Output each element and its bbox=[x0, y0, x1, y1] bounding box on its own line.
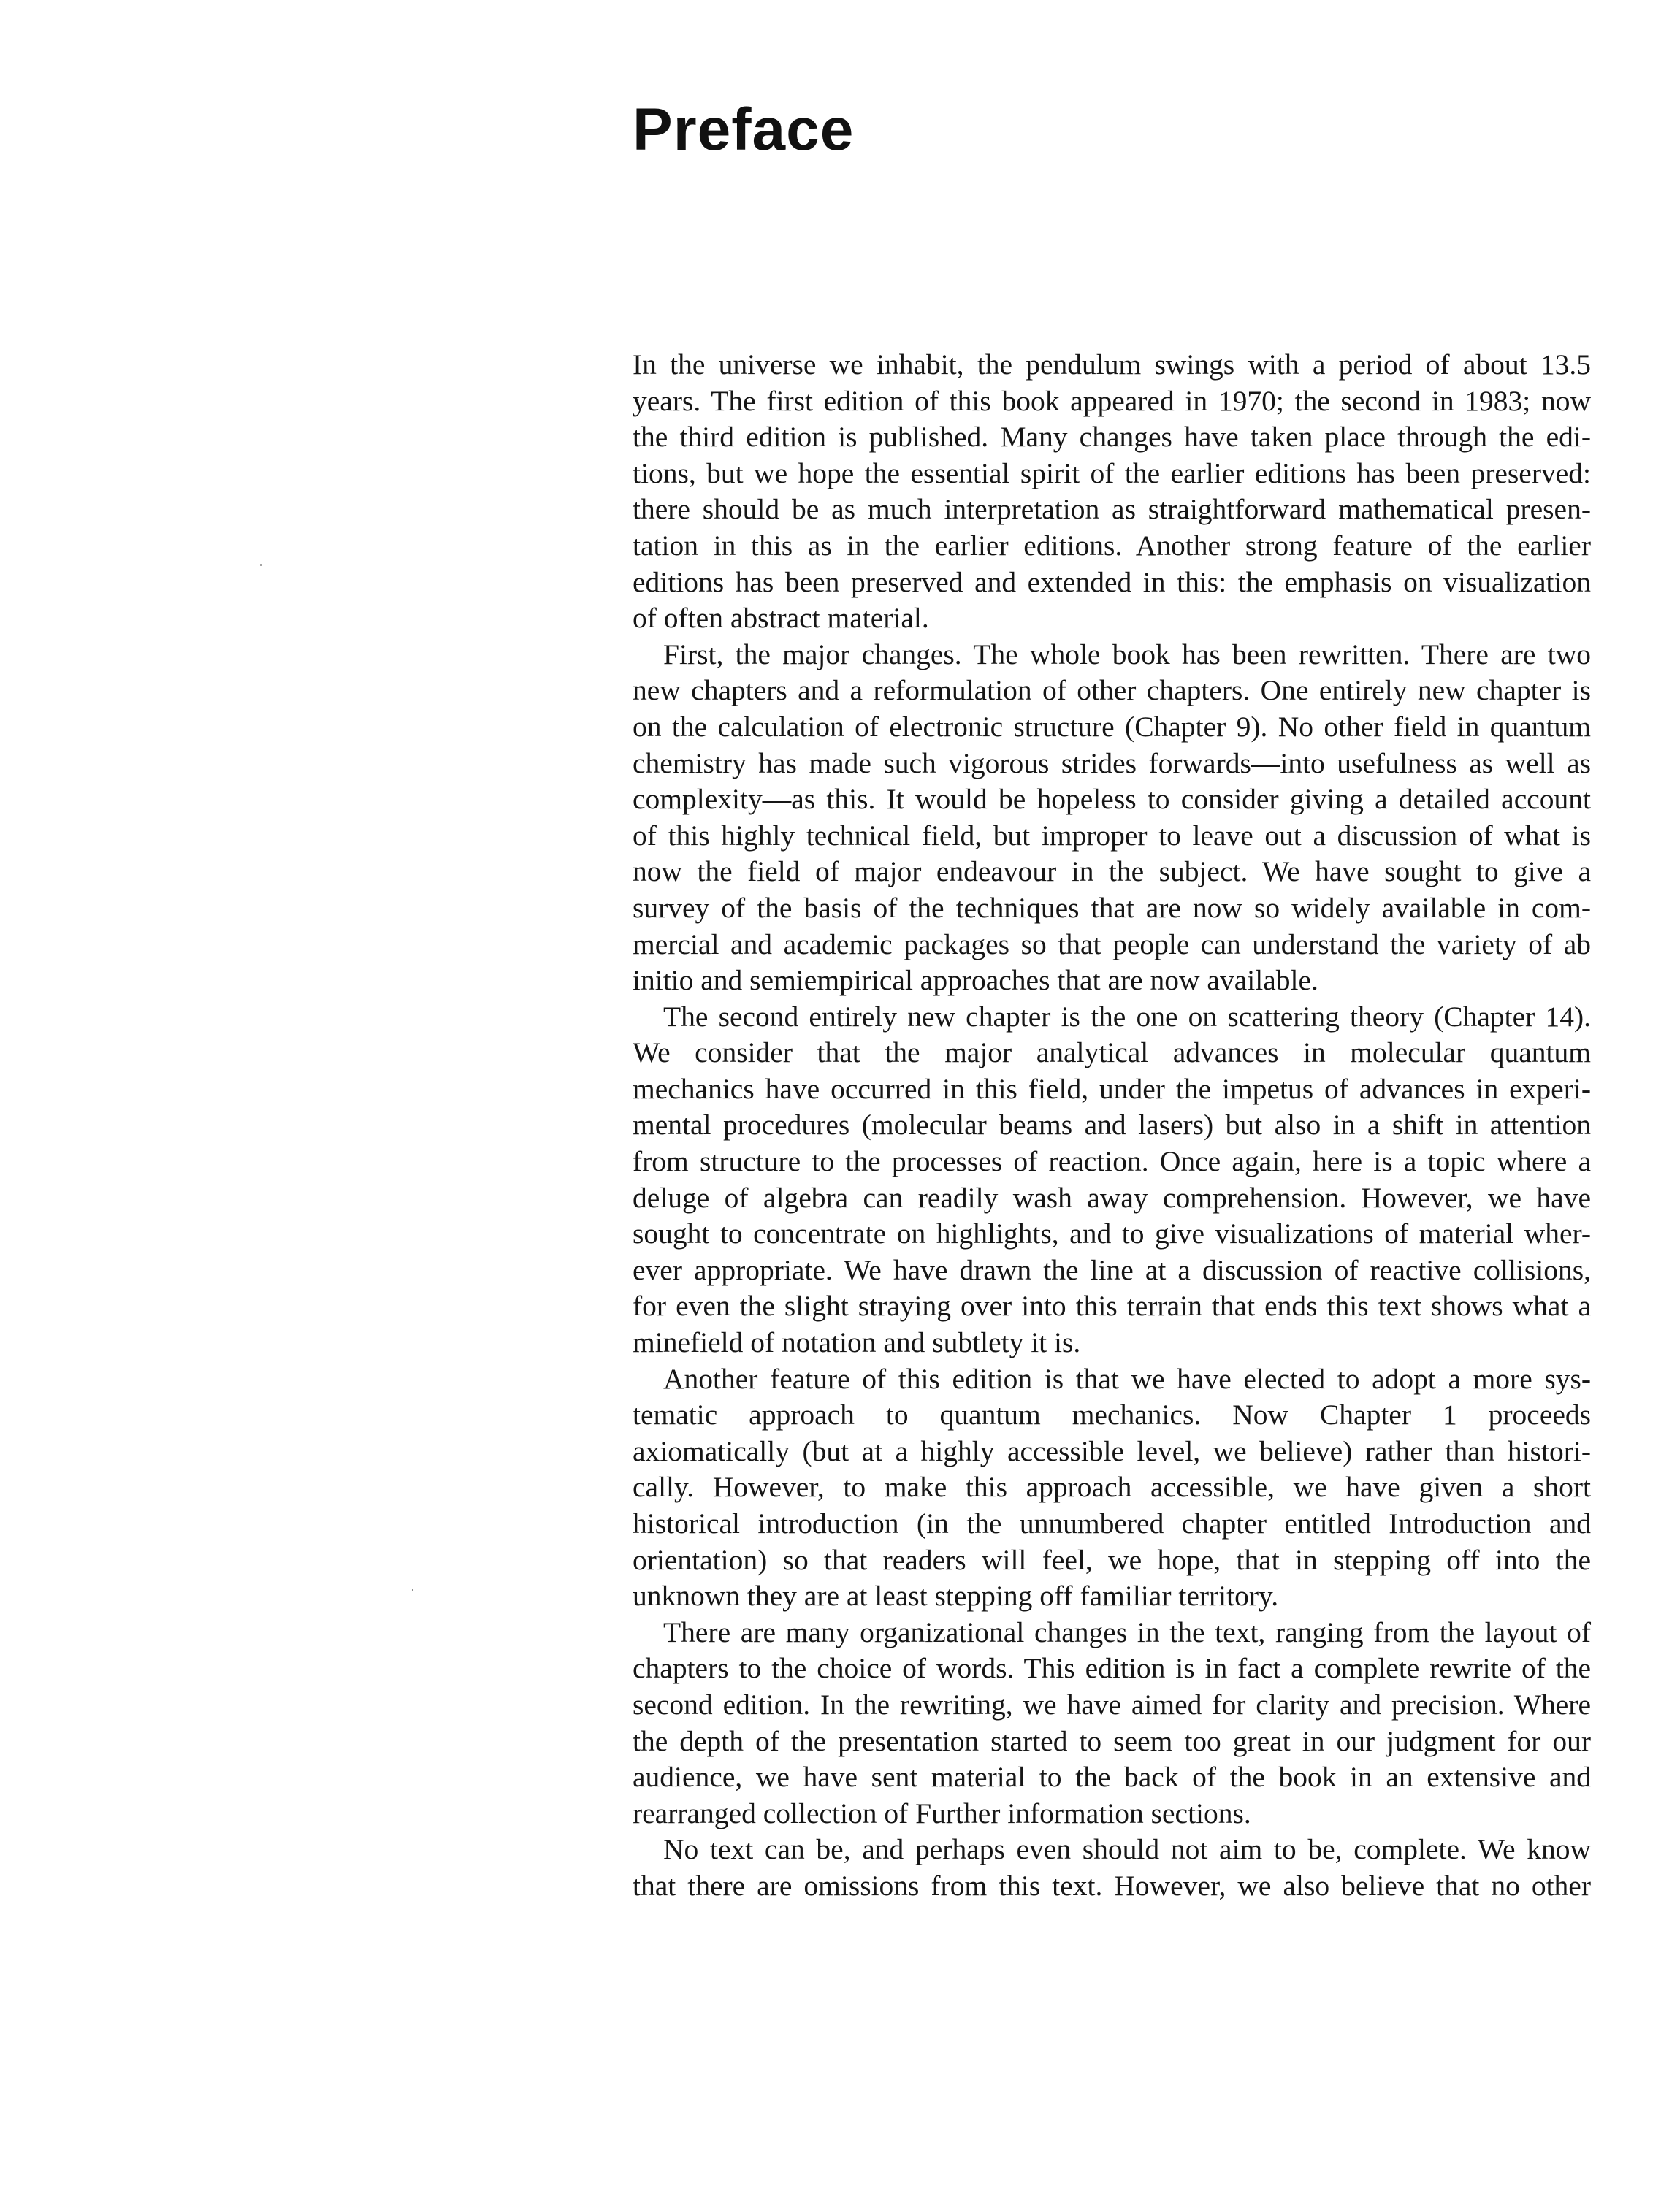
page-title: Preface bbox=[633, 96, 855, 163]
text-line: editions has been preserved and extended in this: the emphasis on visualization bbox=[633, 565, 1591, 598]
scan-speck bbox=[260, 564, 262, 566]
text-line: rearranged collection of Further information sections. bbox=[633, 1797, 1251, 1829]
text-line: ever appropriate. We have drawn the line at a discussion of reactive collisions, bbox=[633, 1253, 1591, 1286]
paragraph-3 bbox=[633, 999, 1591, 1361]
paragraph-5 bbox=[633, 1615, 1591, 1832]
text-line: The second entirely new chapter is the one on scattering theory (Chapter 14). bbox=[663, 1000, 1591, 1033]
scan-speck bbox=[412, 1589, 413, 1591]
text-line: new chapters and a reformulation of other chapters. One entirely new chapter is bbox=[633, 674, 1591, 707]
text-line: In the universe we inhabit, the pendulum swings with a period of about 13.5 bbox=[633, 348, 1591, 381]
text-line: the third edition is published. Many changes have taken place through the edi- bbox=[633, 421, 1591, 454]
text-line: that there are omissions from this text. However, we also believe that no other bbox=[633, 1869, 1591, 1902]
text-line: axiomatically (but at a highly accessible level, we believe) rather than histori- bbox=[633, 1434, 1591, 1467]
text-line: deluge of algebra can readily wash away comprehension. However, we have bbox=[633, 1181, 1591, 1214]
text-line: tions, but we hope the essential spirit of the earlier editions has been preserved: bbox=[633, 456, 1591, 489]
text-line: minefield of notation and subtlety it is. bbox=[633, 1326, 1081, 1359]
text-line: now the field of major endeavour in the subject. We have sought to give a bbox=[633, 855, 1591, 888]
preface-body bbox=[633, 347, 1591, 1905]
text-line: mental procedures (molecular beams and lasers) but also in a shift in attention bbox=[633, 1109, 1591, 1142]
text-line: historical introduction (in the unnumbered chapter entitled Introduction and bbox=[633, 1507, 1591, 1540]
text-line: tematic approach to quantum mechanics. Now Chapter 1 proceeds bbox=[633, 1399, 1591, 1431]
text-line: there should be as much interpretation as straightforward mathematical presen- bbox=[633, 493, 1591, 526]
text-line: from structure to the processes of reaction. Once again, here is a topic where a bbox=[633, 1145, 1591, 1178]
text-line: Another feature of this edition is that we have elected to adopt a more sys- bbox=[663, 1362, 1591, 1395]
text-line: survey of the basis of the techniques that are now so widely available in com- bbox=[633, 891, 1591, 924]
text-line: the depth of the presentation started to seem too great in our judgment for our bbox=[633, 1724, 1591, 1757]
text-line: audience, we have sent material to the back of the book in an extensive and bbox=[633, 1761, 1591, 1794]
text-line: tation in this as in the earlier editions. Another strong feature of the earlier bbox=[633, 529, 1591, 562]
text-line: unknown they are at least stepping off familiar territory. bbox=[633, 1580, 1279, 1613]
text-line: complexity—as this. It would be hopeless to consider giving a detailed account bbox=[633, 783, 1591, 816]
paragraph-2 bbox=[633, 637, 1591, 999]
text-line: We consider that the major analytical advances in molecular quantum bbox=[633, 1036, 1591, 1069]
paragraph-6 bbox=[633, 1832, 1591, 1904]
text-line: There are many organizational changes in the text, ranging from the layout of bbox=[663, 1615, 1591, 1648]
text-line: of often abstract material. bbox=[633, 602, 929, 635]
text-line: chemistry has made such vigorous strides forwards—into usefulness as well as bbox=[633, 746, 1591, 779]
paragraph-4 bbox=[633, 1361, 1591, 1615]
text-line: years. The first edition of this book appeared in 1970; the second in 1983; now bbox=[633, 384, 1591, 417]
text-line: mechanics have occurred in this field, under the impetus of advances in experi- bbox=[633, 1072, 1591, 1105]
text-line: orientation) so that readers will feel, we hope, that in stepping off into the bbox=[633, 1543, 1591, 1576]
text-line: second edition. In the rewriting, we have aimed for clarity and precision. Where bbox=[633, 1688, 1591, 1721]
text-line: on the calculation of electronic structure (Chapter 9). No other field in quantum bbox=[633, 710, 1591, 743]
text-line: initio and semiempirical approaches that are now available. bbox=[633, 964, 1318, 997]
text-line: First, the major changes. The whole book has been rewritten. There are two bbox=[663, 638, 1591, 670]
text-line: chapters to the choice of words. This edition is in fact a complete rewrite of the bbox=[633, 1652, 1591, 1685]
text-line: sought to concentrate on highlights, and to give visualizations of material wher- bbox=[633, 1217, 1591, 1250]
text-line: cally. However, to make this approach accessible, we have given a short bbox=[633, 1471, 1591, 1504]
text-line: of this highly technical field, but improper to leave out a discussion of what is bbox=[633, 819, 1591, 852]
text-line: for even the slight straying over into this terrain that ends this text shows what a bbox=[633, 1290, 1591, 1323]
paragraph-1 bbox=[633, 347, 1591, 637]
text-line: mercial and academic packages so that people can understand the variety of ab bbox=[633, 928, 1591, 960]
text-line: No text can be, and perhaps even should not aim to be, complete. We know bbox=[663, 1833, 1591, 1866]
